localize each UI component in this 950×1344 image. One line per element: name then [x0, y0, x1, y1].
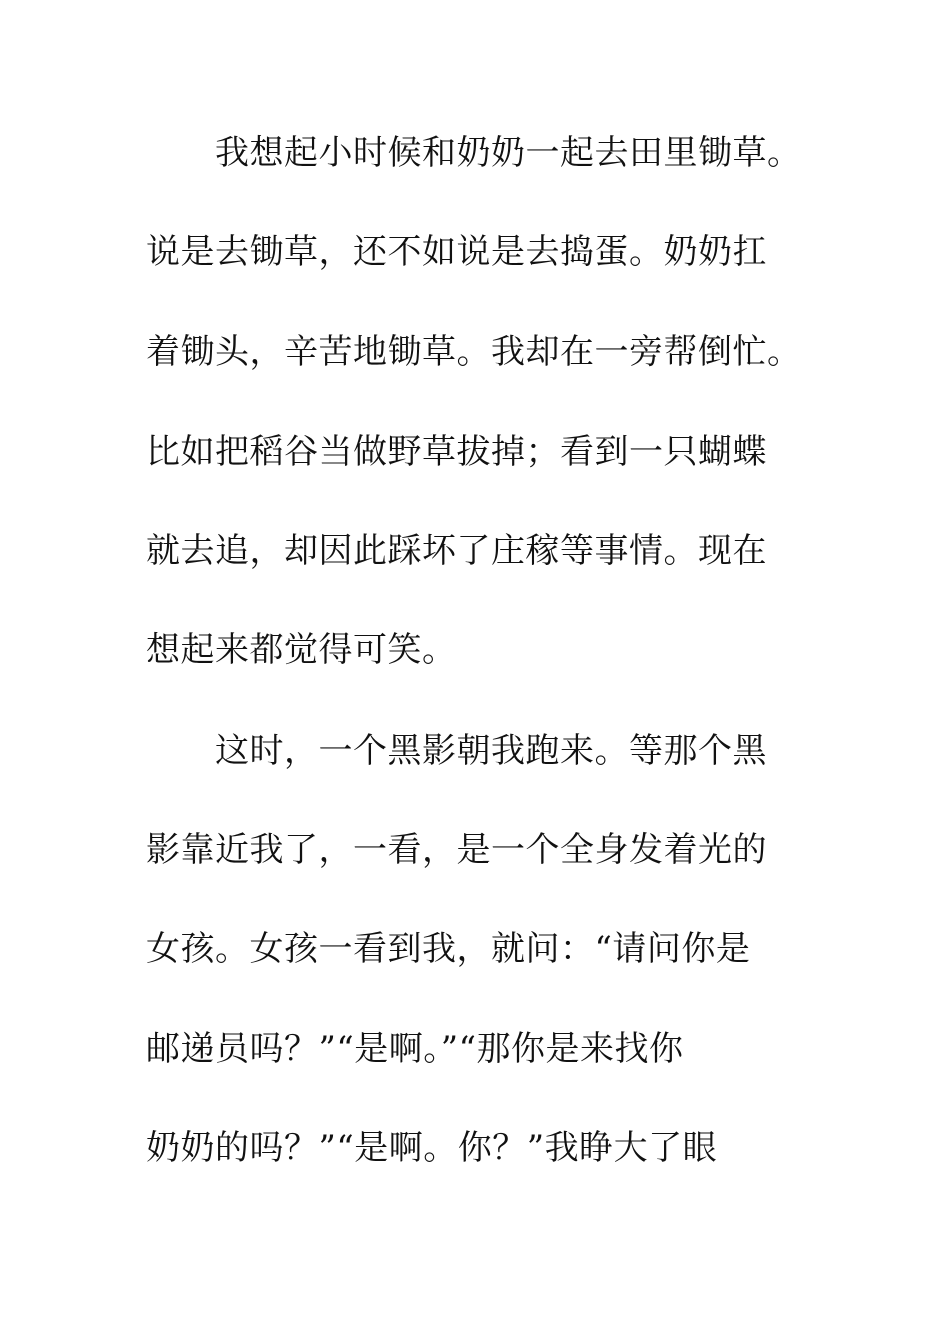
text-line: 着锄头，辛苦地锄草。我却在一旁帮倒忙。 [146, 332, 802, 372]
text-line: 这时，一个黑影朝我跑来。等那个黑 [215, 731, 767, 771]
text-line: 奶奶的吗？”“是啊。你？”我睁大了眼 [146, 1128, 718, 1168]
text-line: 就去追，却因此踩坏了庄稼等事情。现在 [146, 531, 767, 571]
text-line: 影靠近我了，一看，是一个全身发着光的 [146, 830, 767, 870]
text-line: 女孩。女孩一看到我，就问：“请问你是 [146, 929, 751, 969]
text-line: 说是去锄草，还不如说是去捣蛋。奶奶扛 [146, 232, 767, 272]
text-line: 邮递员吗？”“是啊。”“那你是来找你 [146, 1029, 684, 1069]
text-line: 想起来都觉得可笑。 [146, 630, 457, 670]
text-line: 我想起小时候和奶奶一起去田里锄草。 [215, 133, 802, 173]
text-line: 比如把稻谷当做野草拔掉；看到一只蝴蝶 [146, 432, 767, 472]
